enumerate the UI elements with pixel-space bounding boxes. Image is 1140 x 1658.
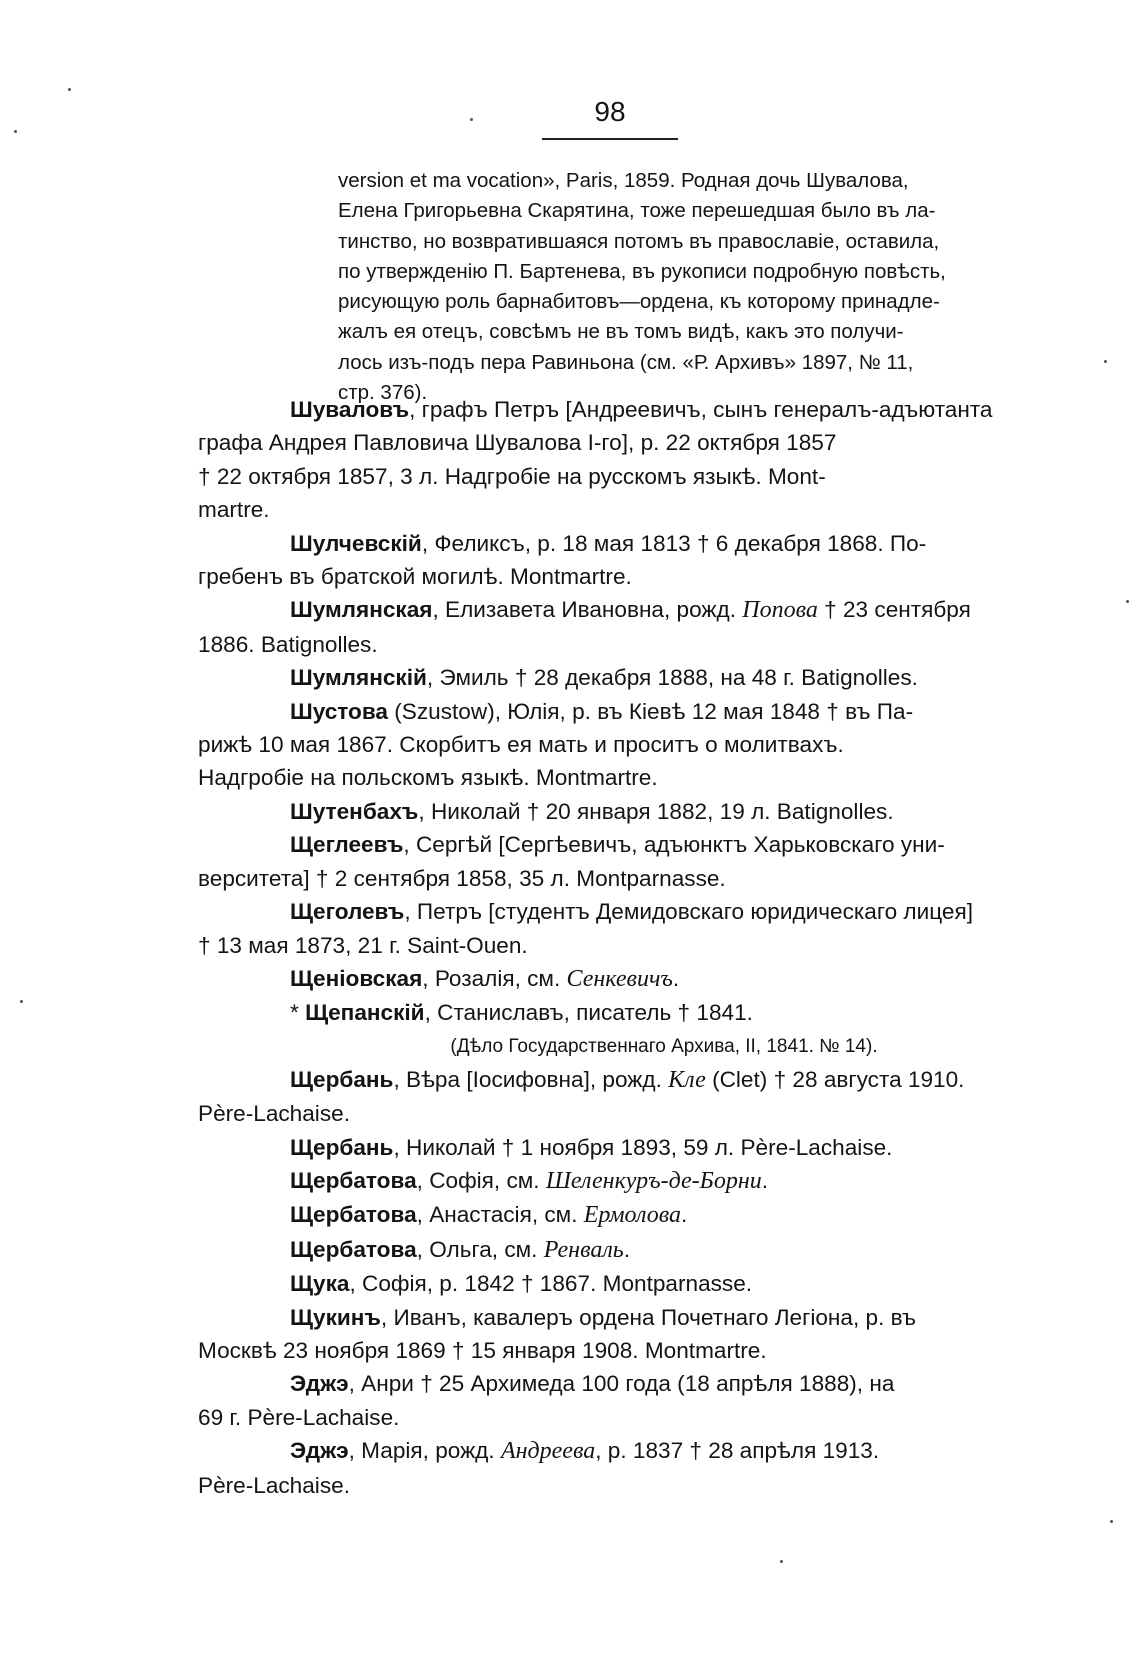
entry-shcherban-nikolay xyxy=(198,1131,1010,1164)
footnote-line: стр. 376). xyxy=(338,381,428,405)
scan-speck xyxy=(1104,360,1107,363)
entry-line xyxy=(198,1164,1010,1198)
entry-text: , Станиславъ, писатель † 1841. xyxy=(424,1000,753,1026)
entry-name: Шустова xyxy=(290,698,388,724)
scan-speck xyxy=(470,118,473,121)
footnote-line: Елена Григорьевна Скарятина, тоже перешедшая было въ ла- xyxy=(338,199,936,223)
entry-line xyxy=(198,1198,1010,1232)
entry-line: † 22 октября 1857, 3 л. Надгробіе на русскомъ языкѣ. Mont- xyxy=(198,463,826,489)
entry-line xyxy=(198,1367,1010,1400)
entry-edzhe-anri xyxy=(198,1367,1010,1434)
entry-shumlyanskiy xyxy=(198,661,1010,694)
entry-shchukin xyxy=(198,1301,1010,1368)
entry-asterisk: * xyxy=(290,1000,306,1026)
page-number: 98 xyxy=(594,96,626,127)
entry-maiden-name: Попова xyxy=(742,597,818,624)
scan-speck xyxy=(1126,600,1129,603)
entry-text: , Ольга, см. xyxy=(416,1236,544,1262)
entry-line xyxy=(198,593,1010,627)
entry-text: . xyxy=(623,1236,631,1262)
entry-text: , Розалія, см. xyxy=(422,965,567,991)
footnote-line: лось изъ-подъ пера Равиньона (см. «Р. Архивъ» 1897, № 11, xyxy=(338,350,914,374)
entry-name: Эджэ xyxy=(290,1438,349,1464)
entry-text: , Анри † 25 Архимеда 100 года (18 апрѣля 1888), на xyxy=(348,1371,895,1397)
entry-line xyxy=(198,695,1010,728)
entry-line: Père-Lachaise. xyxy=(198,1101,350,1127)
entry-line xyxy=(198,1301,1010,1334)
entry-line xyxy=(198,895,1010,928)
entry-edzhe-maria xyxy=(198,1434,1010,1502)
entry-text: , Марія, рожд. xyxy=(348,1438,501,1464)
entry-text: , Петръ [студентъ Демидовскаго юридическаго лицея] xyxy=(404,899,973,925)
entry-line xyxy=(198,661,1010,694)
entry-line: графа Андрея Павловича Шувалова I-го], р. 22 октября 1857 xyxy=(198,430,837,456)
entry-text: , Елизавета Ивановна, рожд. xyxy=(432,597,743,623)
entry-shutenbakh xyxy=(198,795,1010,828)
scan-speck xyxy=(68,88,71,91)
entry-text: (Clet) † 28 августа 1910. xyxy=(705,1066,965,1092)
entry-line: Москвѣ 23 ноября 1869 † 15 января 1908. Montmartre. xyxy=(198,1337,767,1363)
entry-text: , Анастасія, см. xyxy=(416,1202,584,1228)
entry-line xyxy=(198,1267,1010,1300)
entry-shchuka xyxy=(198,1267,1010,1300)
footnote-line: рисующую роль барнабитовъ—ордена, къ которому принадле- xyxy=(338,290,940,314)
entry-name: Щербань xyxy=(290,1134,394,1160)
entry-text: † 23 сентября xyxy=(817,597,971,623)
entry-cross-reference: Сенкевичъ xyxy=(566,965,673,992)
entry-shcherbatova-anastasia xyxy=(198,1198,1010,1232)
scan-speck xyxy=(1110,1520,1113,1523)
entry-name: Щербатова xyxy=(290,1202,417,1228)
entry-line xyxy=(198,1233,1010,1267)
entry-text: , Софія, см. xyxy=(416,1167,546,1193)
entry-line xyxy=(198,996,1010,1029)
entry-text: , Сергѣй [Сергѣевичъ, адъюнктъ Харьковскаго уни- xyxy=(403,832,945,858)
entry-name: Щепанскій xyxy=(305,1000,425,1026)
entry-text: . xyxy=(672,965,680,991)
footnote xyxy=(338,166,1014,408)
entry-line xyxy=(198,795,1010,828)
scan-speck xyxy=(14,130,17,133)
entry-text: . xyxy=(761,1167,769,1193)
entry-shuvalov xyxy=(198,393,1010,527)
entry-line: верситета] † 2 сентября 1858, 35 л. Montparnasse. xyxy=(198,865,726,891)
entry-name: Шулчевскій xyxy=(290,530,422,556)
entry-text: , Николай † 20 января 1882, 19 л. Batignolles. xyxy=(418,798,894,824)
entry-line: Père-Lachaise. xyxy=(198,1472,350,1498)
entry-text: (Szustow), Юлія, р. въ Кіевѣ 12 мая 1848 † въ Па- xyxy=(388,698,914,724)
archive-source-note: (Дѣло Государственнаго Архива, II, 1841. № 14). xyxy=(450,1035,878,1057)
entry-shcherbatova-olga xyxy=(198,1233,1010,1267)
entry-name: Шумлянская xyxy=(290,597,433,623)
entry-shchepanskiy xyxy=(198,996,1010,1029)
footnote-line: тинство, но возвратившаяся потомъ въ православіе, оставила, xyxy=(338,229,940,253)
page-number-rule xyxy=(542,138,678,140)
entry-text: . xyxy=(680,1202,688,1228)
entry-line: 69 г. Père-Lachaise. xyxy=(198,1404,400,1430)
entry-line xyxy=(198,962,1010,996)
entry-line xyxy=(198,527,1010,560)
footnote-line: version et ma vocation», Paris, 1859. Родная дочь Шувалова, xyxy=(338,169,909,192)
entry-line: гребенъ въ братской могилѣ. Montmartre. xyxy=(198,564,632,590)
entry-shcheniovskaya xyxy=(198,962,1010,996)
entry-cross-reference: Ермолова xyxy=(583,1202,681,1229)
scan-speck xyxy=(20,1000,23,1003)
entry-cross-reference: Шеленкуръ-де-Борни xyxy=(545,1167,762,1194)
entry-shcherbatova-sofia xyxy=(198,1164,1010,1198)
entry-text: , Вѣра [Іосифовна], рожд. xyxy=(393,1066,669,1092)
entry-name: Щербань xyxy=(290,1066,394,1092)
entry-line: 1886. Batignolles. xyxy=(198,631,378,657)
entry-name: Шуваловъ xyxy=(290,397,410,422)
entry-name: Щукинъ xyxy=(290,1304,381,1330)
entry-shumlyanskaya xyxy=(198,593,1010,661)
entry-line xyxy=(198,828,1010,861)
entry-line: † 13 мая 1873, 21 г. Saint-Ouen. xyxy=(198,932,528,958)
footnote-line: по утвержденію П. Бартенева, въ рукописи подробную повѣсть, xyxy=(338,259,946,283)
entry-maiden-name: Кле xyxy=(668,1066,706,1093)
entry-text: , Николай † 1 ноября 1893, 59 л. Père-Lachaise. xyxy=(393,1134,893,1160)
entry-line xyxy=(198,1434,1010,1468)
entry-name: Шумлянскій xyxy=(290,665,427,691)
entry-name: Щеглеевъ xyxy=(290,832,404,858)
entry-shcheglееv xyxy=(198,828,1010,895)
entry-shcherban-vera xyxy=(198,1063,1010,1131)
entry-text: , Феликсъ, р. 18 мая 1813 † 6 декабря 1868. По- xyxy=(421,530,927,556)
entry-name: Щеніовская xyxy=(290,965,423,991)
entry-line xyxy=(198,1131,1010,1164)
entry-line xyxy=(198,393,1010,426)
entry-name: Щука xyxy=(290,1271,350,1297)
entry-name: Щербатова xyxy=(290,1236,417,1262)
footnote-line: жалъ ея отецъ, совсѣмъ не въ томъ видѣ, какъ это получи- xyxy=(338,320,904,344)
entry-text: , Эмиль † 28 декабря 1888, на 48 г. Batignolles. xyxy=(426,665,918,691)
entry-shulchevskiy xyxy=(198,527,1010,594)
entry-line: martre. xyxy=(198,497,270,523)
register-entries xyxy=(198,393,1010,1502)
entry-text: , графъ Петръ [Андреевичъ, сынъ генералъ-адъютанта xyxy=(409,397,993,422)
entry-text: , Софія, р. 1842 † 1867. Montparnasse. xyxy=(349,1271,753,1297)
entry-text: , р. 1837 † 28 апрѣля 1913. xyxy=(595,1438,880,1464)
entry-line xyxy=(198,1063,1010,1097)
entry-text: , Иванъ, кавалеръ ордена Почетнаго Легіона, р. въ xyxy=(380,1304,917,1330)
scan-speck xyxy=(780,1560,783,1563)
entry-shchegolev xyxy=(198,895,1010,962)
entry-name: Шутенбахъ xyxy=(290,798,419,824)
entry-shustova xyxy=(198,695,1010,795)
entry-name: Щеголевъ xyxy=(290,899,405,925)
entry-line: рижѣ 10 мая 1867. Скорбитъ ея мать и проситъ о молитвахъ. xyxy=(198,732,844,758)
entry-name: Щербатова xyxy=(290,1167,417,1193)
entry-cross-reference: Ренваль xyxy=(543,1236,624,1263)
entry-line: Надгробіе на польскомъ языкѣ. Montmartre. xyxy=(198,765,658,791)
entry-maiden-name: Андреева xyxy=(500,1438,596,1465)
entry-name: Эджэ xyxy=(290,1371,349,1397)
